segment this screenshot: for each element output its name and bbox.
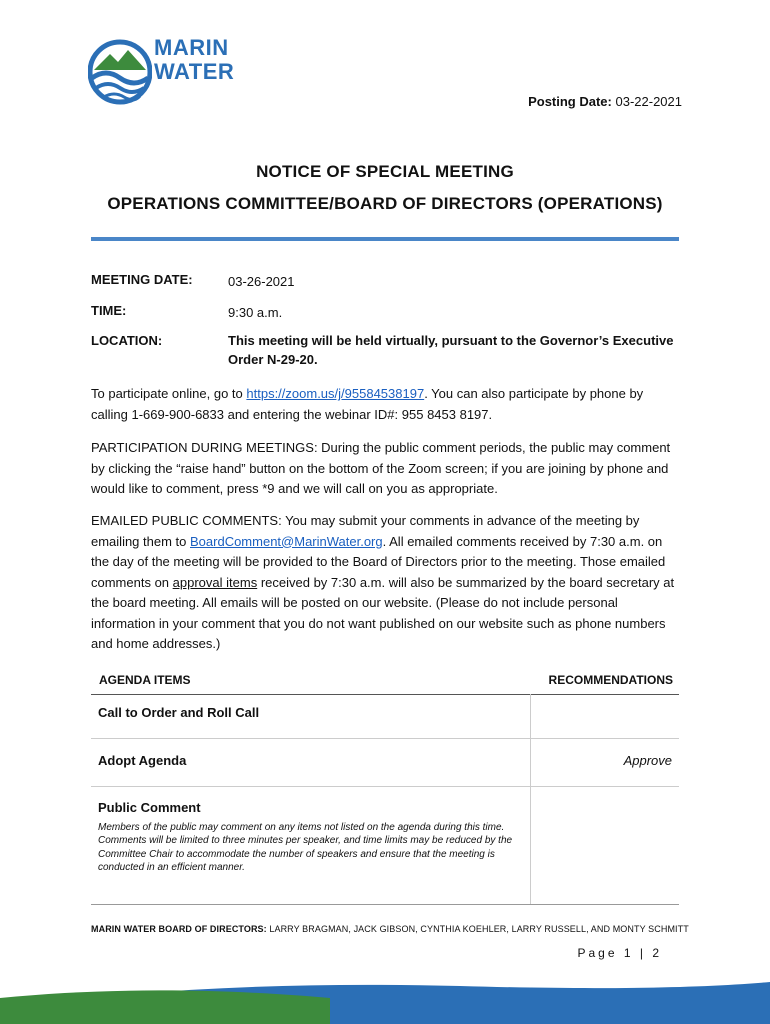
time-value: 9:30 a.m.: [228, 305, 283, 320]
footer-wave-graphic: [0, 968, 770, 1024]
agenda-item-public-comment: Public Comment: [98, 800, 201, 815]
agenda-row-divider: [91, 786, 679, 787]
participate-text-before: To participate online, go to: [91, 386, 247, 401]
board-label: MARIN WATER BOARD OF DIRECTORS:: [91, 924, 267, 934]
agenda-items-header: AGENDA ITEMS: [99, 673, 191, 687]
meeting-date-value: 03-26-2021: [228, 274, 295, 289]
emailed-text-middle: . All emailed comments received by 7:30 a.m. on the day of the meeting will be provided to the Board of Directors prior to the meeting. Those emailed comments on: [91, 533, 666, 590]
logo-wordmark: [154, 36, 234, 84]
agenda-item-adopt-agenda: Adopt Agenda: [98, 753, 187, 768]
meeting-date-label: MEETING DATE:: [91, 272, 193, 287]
page-title: NOTICE OF SPECIAL MEETING: [256, 162, 514, 181]
participate-text-after: . You can also participate by phone by calling 1-669-900-6833 and entering the webinar ID#: 955 8453 8197.: [91, 386, 644, 422]
location-value: This meeting will be held virtually, pursuant to the Governor’s Executive Order N-29-20.: [228, 333, 674, 367]
time-label: TIME:: [91, 303, 127, 318]
posting-date: [528, 94, 682, 109]
agenda-row-divider: [91, 738, 679, 739]
participation-paragraph: PARTICIPATION DURING MEETINGS: During the public comment periods, the public may comment by clicking the “raise hand” button on the bottom of the Zoom screen; if you are joining by phone and would like to comment, press *9 and we will call on you as appropriate.: [91, 440, 671, 496]
footer-divider: [91, 904, 679, 905]
recommendations-header: RECOMMENDATIONS: [548, 673, 673, 687]
logo-line1: MARIN: [154, 35, 229, 60]
logo-line2: WATER: [154, 59, 235, 84]
board-of-directors-footer: [91, 924, 689, 934]
zoom-link[interactable]: https://zoom.us/j/95584538197: [246, 386, 425, 401]
emailed-comments-paragraph: [91, 511, 681, 655]
page-subtitle: OPERATIONS COMMITTEE/BOARD OF DIRECTORS (OPERATIONS): [107, 194, 663, 213]
posting-date-value: 03-22-2021: [615, 94, 682, 109]
board-members: LARRY BRAGMAN, JACK GIBSON, CYNTHIA KOEHLER, LARRY RUSSELL, AND MONTY SCHMITT: [269, 924, 689, 934]
location-label: LOCATION:: [91, 333, 163, 348]
marin-water-logo: [88, 36, 248, 108]
recommendation-approve: Approve: [623, 753, 672, 768]
participate-paragraph: [91, 384, 681, 425]
emailed-text-before: EMAILED PUBLIC COMMENTS: You may submit your comments in advance of the meeting by emailing them to: [91, 513, 640, 549]
posting-date-label: Posting Date:: [528, 94, 612, 109]
agenda-table-header: [91, 672, 679, 695]
agenda-item-call-to-order: Call to Order and Roll Call: [98, 705, 260, 720]
title-divider: [91, 237, 679, 241]
approval-items-text: approval items: [172, 574, 258, 590]
mountain-wave-icon: [88, 36, 152, 106]
agenda-column-divider: [530, 694, 531, 904]
emailed-text-after: received by 7:30 a.m. will also be summarized by the board secretary at the board meeting. All emails will be posted on our website. (Please do not include personal information in your comment that you do not want published on our website such as phone numbers and home addresses.): [91, 574, 675, 651]
board-comment-email-link[interactable]: BoardComment@MarinWater.org: [190, 533, 383, 549]
public-comment-description: Members of the public may comment on any items not listed on the agenda during this time. Comments will be limited to three minutes per speaker, and time limits may be reduced by the Committee Chair to accommodate the number of speakers and ensure that the meeting is conducted in an efficient manner.: [98, 822, 513, 874]
page-number: Page 1 | 2: [577, 946, 662, 960]
